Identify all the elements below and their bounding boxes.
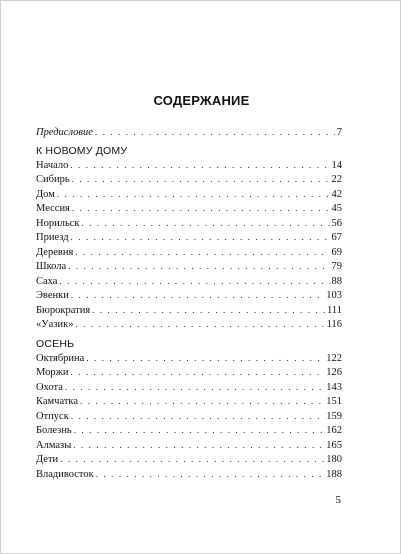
toc-entry-label: Эвенки (36, 290, 69, 301)
dot-leader (72, 201, 330, 216)
toc-entry[interactable] (36, 438, 342, 453)
toc-entry-page: 14 (331, 159, 342, 171)
section-title-osen: ОСЕНЬ (36, 337, 75, 350)
toc-entry[interactable] (36, 274, 342, 289)
toc-entry-page: 165 (326, 439, 342, 451)
toc-entry-page: 126 (326, 367, 342, 378)
toc-entry-label: Начало (36, 159, 69, 171)
toc-entry[interactable] (36, 467, 342, 482)
dot-leader (71, 230, 330, 245)
toc-entry-label: Моржи (36, 367, 69, 378)
dot-leader (75, 245, 329, 260)
toc-entry-label: Приезд (36, 232, 69, 243)
dot-leader (72, 172, 330, 187)
dot-leader (70, 158, 329, 173)
dot-leader (92, 303, 325, 318)
dot-leader (70, 365, 324, 380)
toc-entry-label: Предисловие (36, 127, 93, 138)
dot-leader (73, 438, 324, 453)
toc-entry-page: 103 (326, 290, 342, 301)
toc-entry[interactable] (36, 187, 342, 202)
toc-heading: СОДЕРЖАНИЕ (153, 93, 250, 108)
toc-entry[interactable] (36, 259, 342, 274)
toc-entry-page: 22 (331, 174, 342, 185)
toc-entry-page: 67 (331, 232, 342, 243)
toc-entry-page: 69 (331, 246, 342, 258)
dot-leader (65, 380, 324, 395)
toc-entry-page: 88 (331, 275, 342, 287)
toc-entry[interactable] (36, 351, 342, 366)
dot-leader (68, 259, 329, 274)
toc-entry[interactable] (36, 158, 342, 173)
dot-leader (86, 351, 324, 366)
toc-entry[interactable] (36, 423, 342, 438)
toc-entry[interactable] (36, 303, 342, 318)
table-of-contents (36, 125, 342, 481)
toc-entry[interactable] (36, 409, 342, 424)
toc-entry[interactable] (36, 394, 342, 409)
toc-entry-label: Саха (36, 275, 58, 287)
toc-entry-label: «Уазик» (36, 319, 74, 330)
page-number: 5 (335, 494, 341, 506)
dot-leader (74, 423, 325, 438)
toc-entry-label: Алмазы (36, 439, 72, 451)
toc-entry[interactable] (36, 380, 342, 395)
toc-entry[interactable] (36, 365, 342, 380)
toc-entry-page: 180 (326, 454, 342, 465)
dot-leader (82, 216, 330, 231)
toc-entry[interactable] (36, 452, 342, 467)
toc-entry[interactable] (36, 172, 342, 187)
toc-entry[interactable] (36, 288, 342, 303)
toc-entry[interactable] (36, 245, 342, 260)
toc-entry-label: Дом (36, 188, 55, 200)
dot-leader (95, 125, 335, 140)
toc-entry-page: 42 (331, 188, 342, 200)
toc-entry-preface[interactable] (36, 125, 342, 140)
toc-entry-label: Мессия (36, 203, 70, 214)
dot-leader (71, 409, 324, 424)
toc-entry[interactable] (36, 201, 342, 216)
toc-entry-page: 151 (326, 396, 342, 407)
dot-leader (80, 394, 324, 409)
toc-entry-page: 188 (326, 468, 342, 480)
toc-entry[interactable] (36, 230, 342, 245)
dot-leader (59, 274, 329, 289)
toc-entry[interactable] (36, 216, 342, 231)
toc-entry-page: 56 (331, 217, 342, 229)
toc-entry-page: 45 (331, 203, 342, 214)
toc-entry-label: Норильск (36, 217, 80, 229)
toc-entry-label: Болезнь (36, 425, 72, 436)
toc-entry-label: Камчатка (36, 396, 79, 407)
dot-leader (57, 187, 330, 202)
toc-entry-page: 159 (326, 410, 342, 422)
toc-entry-label: Деревня (36, 246, 74, 258)
section-title-k-novomu-domu: К НОВОМУ ДОМУ (36, 144, 128, 157)
toc-entry-label: Охота (36, 381, 63, 393)
toc-entry-page: 162 (326, 425, 342, 436)
toc-entry-label: Школа (36, 261, 67, 272)
toc-entry-label: Бюрократия (36, 304, 91, 316)
toc-entry-page: 122 (326, 352, 342, 364)
toc-entry-page: 111 (327, 304, 342, 316)
toc-entry-label: Владивосток (36, 468, 94, 480)
toc-entry-label: Дети (36, 454, 59, 465)
dot-leader (75, 317, 324, 332)
dot-leader (96, 467, 325, 482)
dot-leader (60, 452, 324, 467)
toc-entry-page: 7 (336, 127, 342, 138)
toc-entry-page: 79 (331, 261, 342, 272)
toc-entry-label: Сибирь (36, 174, 70, 185)
toc-entry-label: Октябрина (36, 352, 85, 364)
dot-leader (71, 288, 324, 303)
toc-entry-page: 116 (326, 319, 342, 330)
toc-entry-label: Отпуск (36, 410, 69, 422)
toc-entry-page: 143 (326, 381, 342, 393)
toc-entry[interactable] (36, 317, 342, 332)
